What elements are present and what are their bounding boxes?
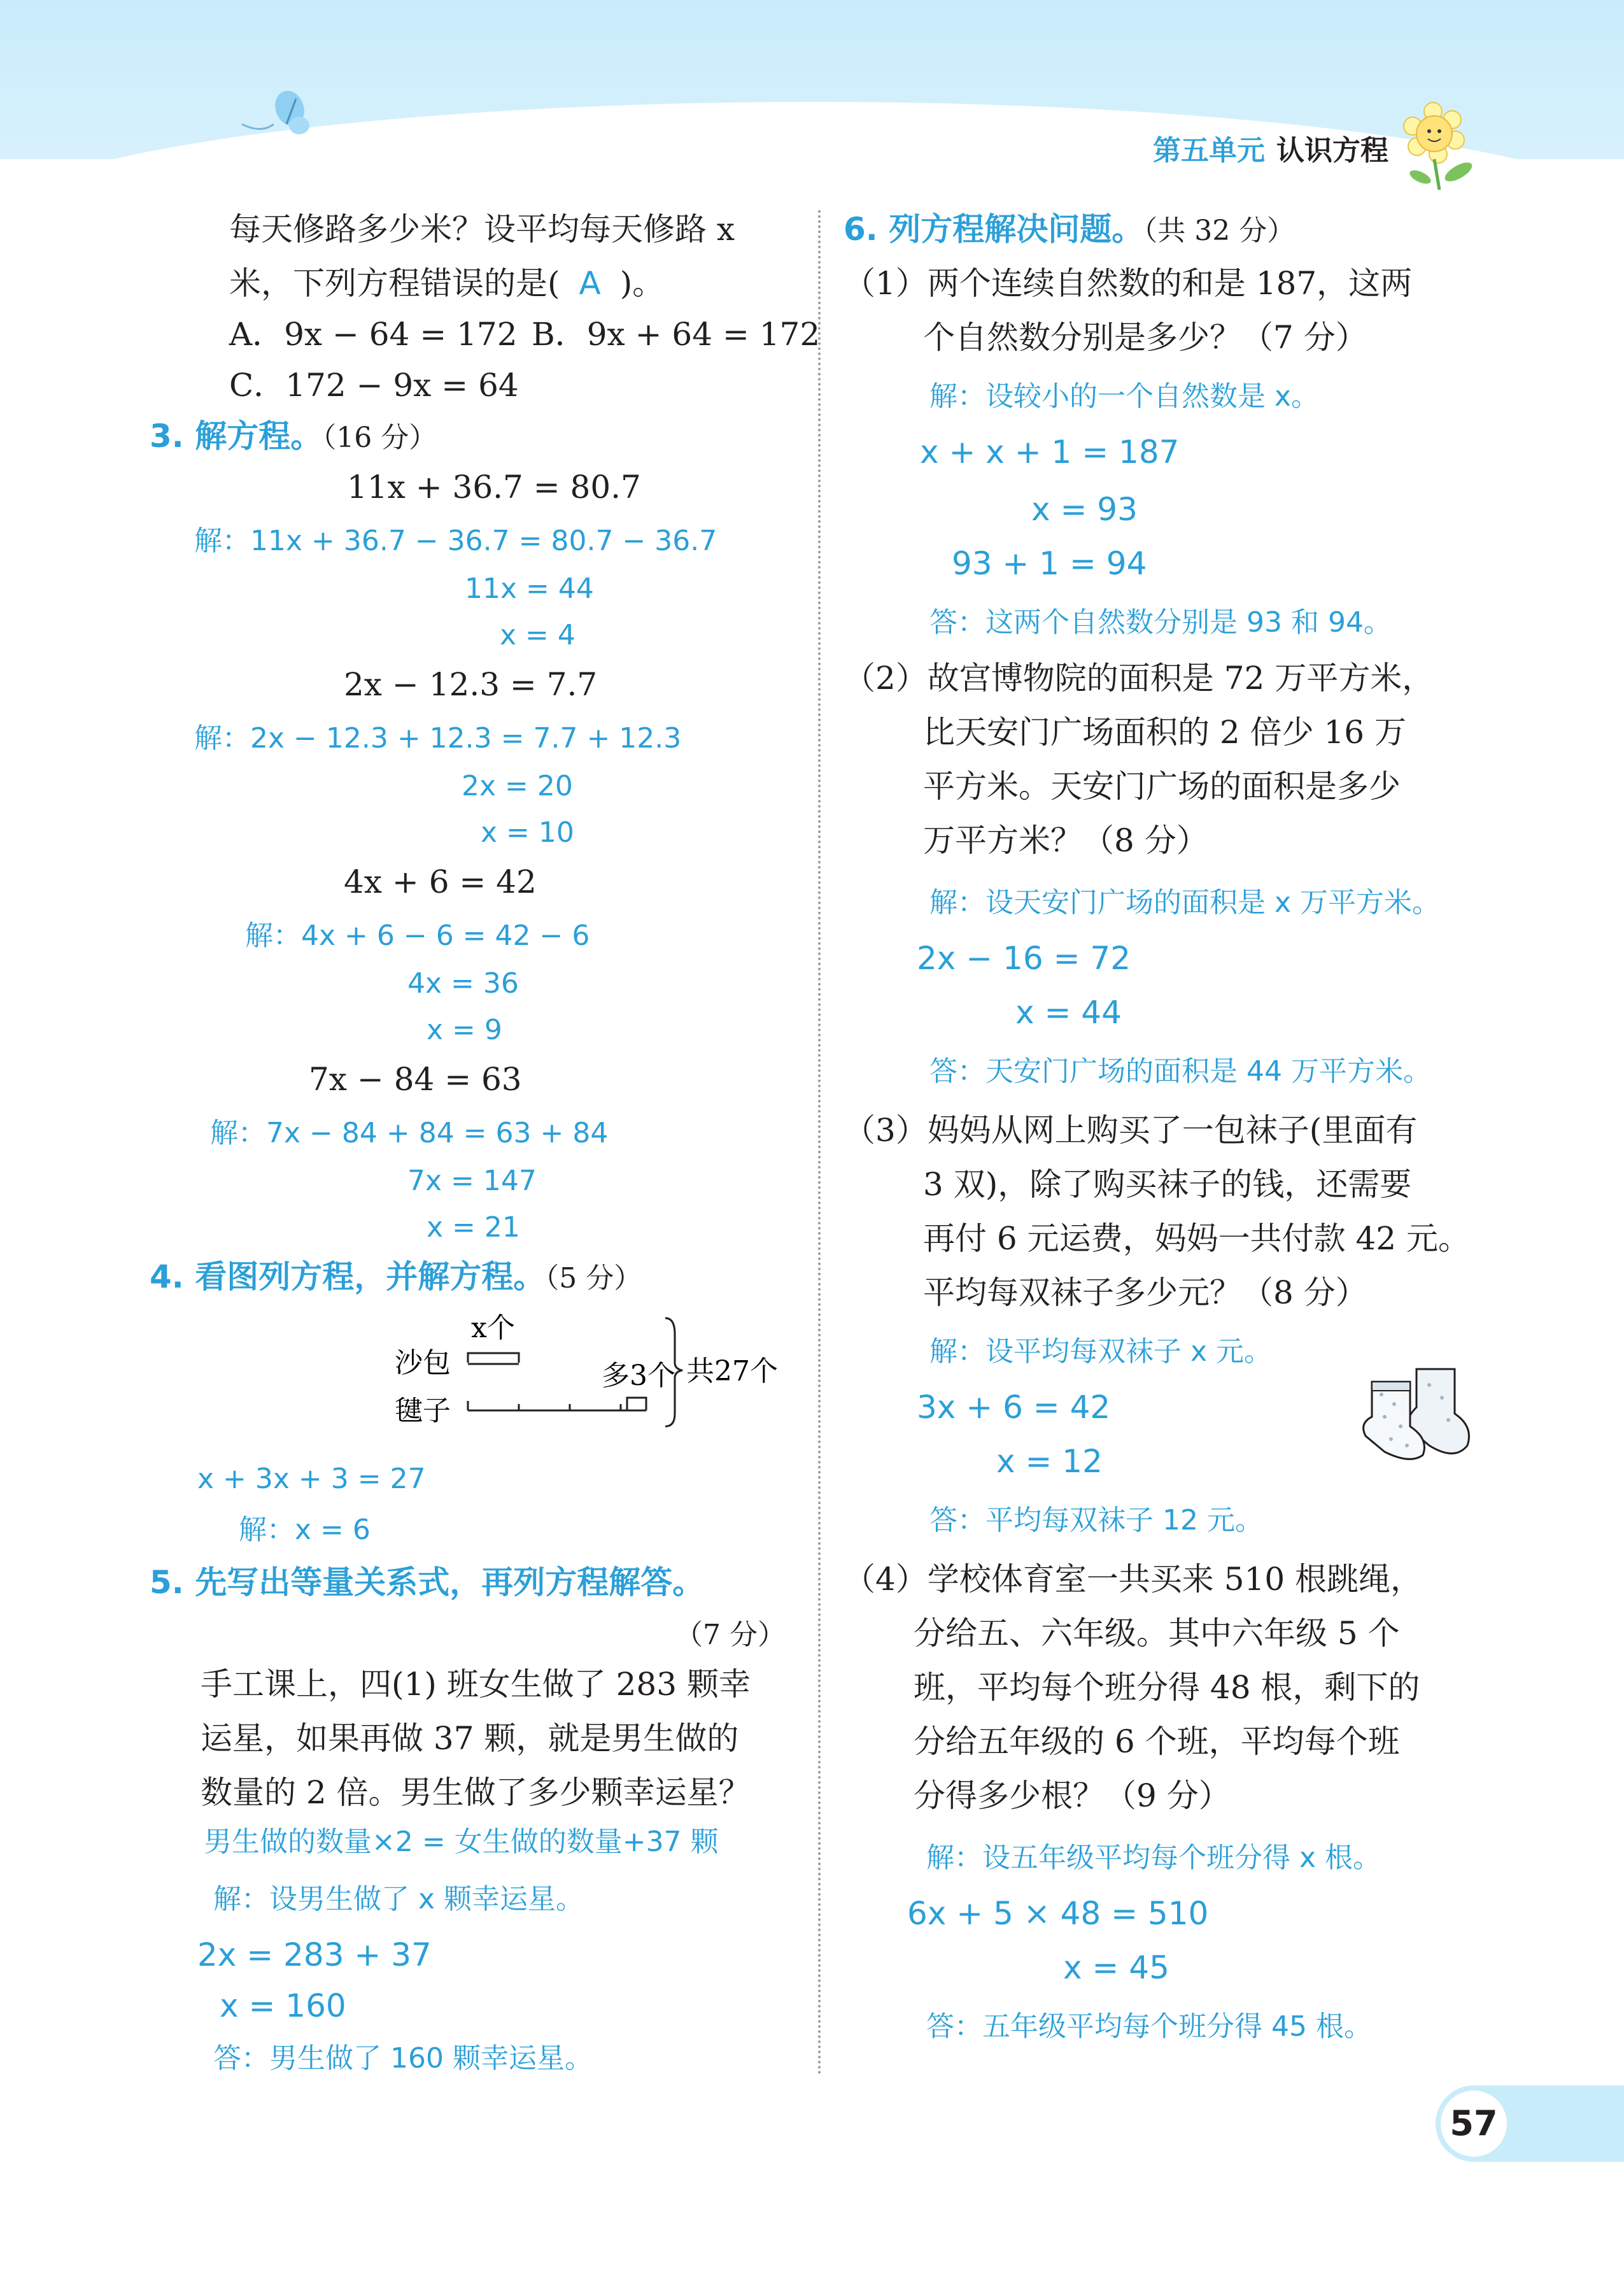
eq4: 7x − 84 = 63	[309, 1061, 522, 1098]
p3-step3: x = 12	[996, 1443, 1103, 1480]
eq4-step2: 7x = 147	[407, 1165, 537, 1197]
q4-equation: x + 3x + 3 = 27	[197, 1463, 426, 1495]
p1-step3: x = 93	[1031, 491, 1138, 528]
shuttle-bar	[468, 1353, 519, 1363]
q2-line2	[229, 264, 664, 302]
p1-step1: 解：设较小的一个自然数是 x。	[929, 380, 1320, 413]
q3-number: 3.	[150, 418, 184, 455]
q4-heading	[150, 1258, 642, 1298]
unit-label: 第五单元	[1153, 134, 1265, 167]
eq4-step3: x = 21	[427, 1211, 520, 1244]
eq3-step1: 解：4x + 6 − 6 = 42 − 6	[245, 919, 590, 952]
diagram-row2-label: 毽子	[395, 1395, 451, 1427]
column-divider	[818, 210, 821, 2076]
diagram-top-label: x个	[471, 1312, 515, 1344]
q2-option-b: B．9x + 64 = 172	[532, 316, 821, 353]
q3-title: 解方程。	[195, 418, 323, 455]
q5-number: 5.	[150, 1564, 184, 1601]
q5-line2: 运星，如果再做 37 颗，就是男生做的	[201, 1720, 739, 1757]
p3-line2: 3 双)，除了购买袜子的钱，还需要	[923, 1166, 1412, 1203]
page-number: 57	[1441, 2091, 1507, 2157]
eq3-step3: x = 9	[427, 1014, 502, 1046]
q2-answer: A	[579, 265, 601, 302]
diagram-row1-label: 沙包	[395, 1347, 451, 1379]
p4-step2: 6x + 5 × 48 = 510	[907, 1895, 1209, 1932]
q2-option-c: C．172 − 9x = 64	[229, 367, 519, 404]
eq2-step3: x = 10	[481, 816, 574, 849]
p4-line2: 分给五、六年级。其中六年级 5 个	[914, 1615, 1400, 1652]
q5-line1: 手工课上，四(1) 班女生做了 283 颗幸	[201, 1666, 751, 1703]
q4-points: （5 分）	[545, 1262, 642, 1295]
p2-answer: 答：天安门广场的面积是 44 万平方米。	[929, 1055, 1431, 1088]
p3-step2: 3x + 6 = 42	[917, 1389, 1111, 1426]
p3-line3: 再付 6 元运费，妈妈一共付款 42 元。	[923, 1220, 1471, 1257]
eq1-step3: x = 4	[500, 619, 575, 651]
p4-answer: 答：五年级平均每个班分得 45 根。	[926, 2010, 1372, 2043]
eq3: 4x + 6 = 42	[344, 863, 537, 900]
diagram-total-label: 共27个	[686, 1355, 778, 1388]
butterfly-icon	[236, 86, 318, 143]
eq4-step1: 解：7x − 84 + 84 = 63 + 84	[210, 1117, 609, 1149]
q2-line2b: )。	[619, 265, 665, 302]
q5-line3: 数量的 2 倍。男生做了多少颗幸运星？	[201, 1774, 751, 1811]
topic-label: 认识方程	[1276, 134, 1388, 167]
p4-line4: 分给五年级的 6 个班，平均每个班	[914, 1723, 1400, 1760]
eq1-step1: 解：11x + 36.7 − 36.7 = 80.7 − 36.7	[194, 525, 717, 557]
p4-line5: 分得多少根？（9 分）	[914, 1777, 1231, 1814]
p1-answer: 答：这两个自然数分别是 93 和 94。	[929, 606, 1392, 639]
eq1-step2: 11x = 44	[465, 572, 594, 605]
q5-step3: x = 160	[220, 1987, 346, 2024]
q3-points: （16 分）	[322, 422, 437, 454]
q6-title: 列方程解决问题。	[889, 211, 1144, 248]
eq1: 11x + 36.7 = 80.7	[347, 469, 641, 506]
q2-line2a: 米，下列方程错误的是(	[229, 265, 560, 302]
q4-title: 看图列方程，并解方程。	[195, 1258, 546, 1295]
p2-step1: 解：设天安门广场的面积是 x 万平方米。	[929, 886, 1441, 919]
p4-line3: 班，平均每个班分得 48 根，剩下的	[914, 1669, 1420, 1706]
diagram-more-label: 多3个	[602, 1360, 675, 1392]
eq2-step1: 解：2x − 12.3 + 12.3 = 7.7 + 12.3	[194, 722, 682, 755]
p1-step4: 93 + 1 = 94	[952, 545, 1147, 582]
bar-diagram	[382, 1305, 828, 1445]
p2-line4: 万平方米？（8 分）	[923, 822, 1208, 859]
q5-relation: 男生做的数量×2 = 女生做的数量+37 颗	[204, 1826, 719, 1858]
q6-number: 6.	[844, 211, 878, 248]
p2-line1: （2）故宫博物院的面积是 72 万平方米，	[844, 660, 1434, 697]
q6-points: （共 32 分）	[1143, 215, 1296, 247]
p3-answer: 答：平均每双袜子 12 元。	[929, 1504, 1263, 1537]
q5-title: 先写出等量关系式，再列方程解答。	[195, 1564, 705, 1601]
p4-step3: x = 45	[1063, 1949, 1169, 1986]
q5-step2: 2x = 283 + 37	[197, 1936, 432, 1973]
eq2-step2: 2x = 20	[462, 770, 573, 802]
p2-line2: 比天安门广场面积的 2 倍少 16 万	[923, 714, 1407, 751]
socks-icon	[1346, 1356, 1493, 1465]
q3-heading	[150, 417, 437, 457]
p4-line1: （4）学校体育室一共买来 510 根跳绳，	[844, 1561, 1423, 1598]
q5-points: （7 分）	[675, 1619, 786, 1651]
p1-line1: （1）两个连续自然数的和是 187，这两	[844, 265, 1413, 302]
q6-heading	[844, 210, 1295, 250]
q5-answer: 答：男生做了 160 颗幸运星。	[213, 2042, 593, 2075]
p1-step2: x + x + 1 = 187	[920, 434, 1180, 471]
eq2: 2x − 12.3 = 7.7	[344, 666, 598, 703]
q4-solution: 解：x = 6	[239, 1514, 371, 1546]
q5-heading	[150, 1563, 704, 1601]
p2-step3: x = 44	[1015, 994, 1122, 1031]
q4-number: 4.	[150, 1258, 184, 1295]
q5-step1: 解：设男生做了 x 颗幸运星。	[213, 1883, 584, 1915]
eq3-step2: 4x = 36	[407, 967, 519, 1000]
p3-line1: （3）妈妈从网上购买了一包袜子(里面有	[844, 1112, 1418, 1149]
p1-line2: 个自然数分别是多少？（7 分）	[923, 319, 1367, 356]
p2-line3: 平方米。天安门广场的面积是多少	[923, 768, 1401, 805]
p4-step1: 解：设五年级平均每个班分得 x 根。	[926, 1842, 1381, 1874]
p3-line4: 平均每双袜子多少元？（8 分）	[923, 1274, 1367, 1311]
unit-title	[1153, 127, 1388, 168]
flower-icon	[1395, 96, 1503, 191]
q2-line1: 每天修路多少米？设平均每天修路 x	[229, 211, 735, 248]
p2-step2: 2x − 16 = 72	[917, 940, 1131, 977]
q2-option-a: A．9x − 64 = 172	[229, 316, 518, 353]
p3-step1: 解：设平均每双袜子 x 元。	[929, 1335, 1273, 1368]
